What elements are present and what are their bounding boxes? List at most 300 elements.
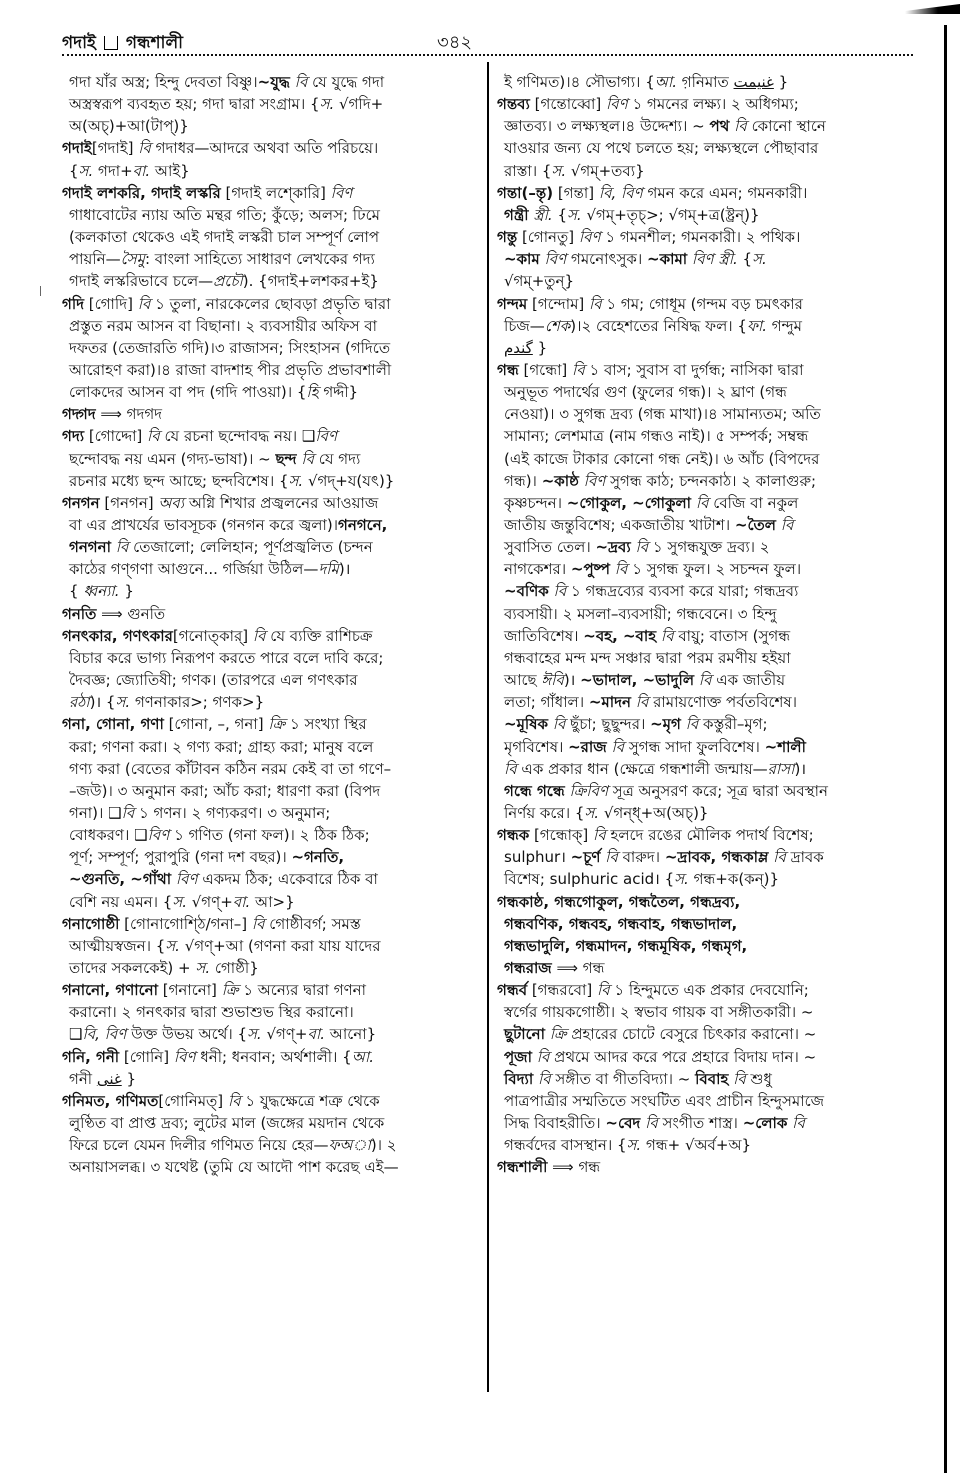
grammar-label: বি [137, 294, 151, 313]
grammar-label: ফা. [746, 316, 768, 335]
grammar-label: বিণ [539, 250, 567, 269]
definition-text: অস্ত্রস্বরূপ ব্যবহৃত হয়; গদা দ্বারা সংগ্রাম। { [69, 95, 320, 114]
grammar-label: বি [768, 848, 786, 867]
entry-line [497, 580, 798, 602]
definition-text: )। [563, 671, 581, 690]
entry-line [62, 580, 134, 602]
definition-text: লতা; গাঁধাল। [504, 693, 589, 712]
definition-text: ই গণিমত)।৪ সৌভাগ্য। { [504, 73, 655, 91]
grammar-label: বি [630, 693, 649, 712]
arabic-script: غنيمت [733, 73, 774, 91]
entry-line [62, 1001, 354, 1023]
entry-line [62, 160, 190, 182]
definition-text: ). {গদাই+লশকর+ই} [242, 272, 379, 291]
grammar-label: আ. [351, 1047, 374, 1066]
definition-text: ⟹ গদগদ [95, 405, 163, 424]
definition-text: (এই কাজে টাকার কোনো গন্ধ নেই)। ৬ আঁচ (বিপদের [504, 449, 820, 468]
definition-text: } [532, 338, 548, 357]
grammar-label: বি [630, 538, 649, 557]
grammar-label: বি [589, 294, 602, 313]
entry-line [62, 204, 380, 226]
headword: গন্দম [497, 294, 528, 313]
grammar-label: বিণ [173, 1047, 196, 1066]
definition-text: কাঠের গণ্গণা আগুনে... গর্জিয়া উঠিল— [69, 560, 319, 579]
definition-text: প্রস্তুত নরম আসন বা বিছানা। ২ ব্যবসায়ীর অফিস বা [69, 316, 378, 335]
entry-line [497, 1046, 816, 1068]
grammar-label: বিণ স্ত্রী. [687, 250, 738, 269]
definition-text: [গনগন] [99, 493, 159, 512]
definition-text: পূর্ণ; সম্পূর্ণ; পুরাপুরি (গনা দশ বছর)। [69, 848, 292, 867]
definition-text: প্রহারের চোটে বেসুরে চিৎকার করানো। ~ [566, 1025, 817, 1044]
entry-line [497, 536, 770, 558]
grammar-label: স. [626, 1136, 642, 1155]
definition-text: রাস্তা। { [504, 161, 552, 180]
headword: ~রাজ [568, 737, 607, 756]
definition-text: গ়নিমাত [677, 73, 734, 91]
entry-line [62, 669, 357, 691]
entry-head-line [497, 891, 740, 913]
definition-text: গন্ধ+ √অর্ব+অ} [641, 1136, 752, 1155]
grammar-label: স. [115, 693, 131, 712]
entry-line [497, 558, 801, 580]
definition-text: গদ্দী} [318, 383, 359, 402]
entry-line [497, 514, 793, 536]
definition-text: [গোনাগোশ্ঠি/গনা–] [119, 914, 252, 933]
definition-text: বেশি নয় এমন। { [69, 892, 173, 911]
headword: ছুটানো [504, 1025, 545, 1044]
definition-text: [গন্ধোক্] [529, 826, 594, 845]
headword: গনানো, গণানো [62, 981, 158, 1000]
definition-text: { [69, 161, 79, 180]
entry-head-line [62, 492, 378, 514]
entry-line [62, 846, 344, 868]
entry-head-line [497, 824, 814, 846]
entry-line [497, 758, 806, 780]
definition-text: গণ্য করা (বেতের কাঁটাবন কঠিন নরম কেই বা তা গণে– [69, 759, 392, 778]
grammar-label: বি [694, 671, 712, 690]
headword: গনৎকার, গণৎকার [62, 626, 173, 645]
definition-text: [গোনি] [119, 1047, 174, 1066]
definition-text: } [121, 1069, 137, 1088]
headword: ~দ্রাবক, গন্ধকাম্ল [664, 848, 769, 867]
definition-text: কস্তুরী–মৃগ; [698, 715, 768, 734]
definition-text: [গদাই] [91, 139, 139, 158]
definition-text: তেজালো; লেলিহান; পূর্ণপ্রজ্বলিত (চন্দন [128, 538, 373, 557]
headword: গনগন [62, 493, 100, 512]
definition-text: ১ সংখ্যা স্থির [285, 715, 367, 734]
grammar-label: ক্রি [221, 981, 239, 1000]
entry-line [62, 1023, 376, 1045]
definition-text: সূত্র অনুসরণ করে; সূত্র দ্বারা অবস্থান [608, 781, 828, 800]
definition-text: [গোদ্দো] [84, 427, 148, 446]
entry-head-line [62, 603, 165, 625]
entry-head-line [62, 979, 366, 1001]
headword: গন্ধক [497, 826, 530, 845]
headword: বিবাহ [695, 1069, 729, 1088]
entry-head-line [62, 1046, 374, 1068]
entry-head-line [497, 1156, 600, 1178]
definition-text: ১ অন্যের দ্বারা গণনা [238, 981, 366, 1000]
grammar-label: সৈমু [120, 250, 145, 269]
grammar-label: দমি [318, 560, 339, 579]
definition-text: যাওয়ার জন্য যে পথে চলতে হয়; লক্ষ্যস্থলে পৌছাবার [504, 139, 819, 158]
entry-head-line [62, 713, 367, 735]
headword: পথ [709, 117, 730, 136]
headword: ~কাষ্ঠ [541, 471, 579, 490]
definition-text: যে ব্যক্তি রাশিচক্র [265, 626, 373, 645]
headword: গদ্য [62, 427, 85, 446]
headword: ছন্দ [275, 449, 297, 468]
entry-line [62, 935, 380, 957]
definition-text: [গনোত্কার্] [172, 626, 253, 645]
headword: গন্ধ [497, 360, 519, 379]
grammar-label: বি [606, 737, 625, 756]
definition-text: নাগকেশর। [504, 560, 571, 579]
definition-text: √গণ্+ [261, 1025, 308, 1044]
headword: ~যুদ্ধ [257, 73, 290, 91]
definition-text: ১ যুদ্ধক্ষেত্রে শত্রু থেকে [240, 1091, 380, 1110]
definition-text: ১ গম; গোধূম (গন্দম বড় চমৎকার [601, 294, 803, 313]
scan-corner-mark [905, 4, 960, 14]
definition-text: sulphur। [504, 848, 571, 867]
grammar-label: বি [775, 516, 794, 534]
entry-line [497, 736, 806, 758]
entry-line [62, 1068, 136, 1090]
entry-head-line [497, 226, 800, 248]
entry-head-line [62, 1090, 380, 1112]
definition-text: √গম্+তৃচ্>; √গম্+ত্র(ষ্ট্রন্)} [581, 205, 760, 224]
entry-line [62, 115, 189, 137]
grammar-label: বি [656, 626, 674, 645]
definition-text: কোনো স্থানে [746, 117, 826, 136]
definition-text: [গন্তা] [553, 183, 599, 202]
grammar-label: বি [572, 360, 585, 379]
entry-line [497, 1112, 805, 1134]
definition-text: গাধাবোটের ন্যায় অতি মন্থর গতি; কুঁড়ে; অলস; ঢিমে [69, 205, 380, 224]
entry-line [497, 935, 747, 957]
header-rule [62, 54, 913, 56]
definition-text: ব্যবসায়ী। ২ মসলা–ব্যবসায়ী; গন্ধবেনে। ৩ হিন্দু [504, 604, 777, 623]
entry-line [497, 137, 818, 159]
grammar-label: বা. [132, 161, 151, 180]
grammar-label: বি [600, 848, 618, 867]
grammar-label: আ. [654, 73, 677, 91]
definition-text: সিদ্ধ বিবাহরীতি। [504, 1114, 606, 1133]
definition-text: { [552, 205, 568, 224]
grammar-label: বি, বিণ [598, 183, 643, 202]
entry-head-line [62, 913, 361, 935]
grammar-label: ক্রি [268, 715, 286, 734]
definition-text: ❑ [69, 1025, 83, 1044]
definition-text: { [737, 250, 753, 269]
entry-line [497, 425, 808, 447]
grammar-label: স. [172, 892, 187, 911]
grammar-label: স. [195, 959, 211, 977]
entry-line [62, 226, 379, 248]
definition-text: জ্ঞাতব্য। ৩ লক্ষ্যস্থল।৪ উদ্দেশ্য। ~ [504, 117, 710, 136]
entry-line [62, 891, 295, 913]
grammar-label: বি [296, 449, 314, 468]
grammar-label: রঠা [69, 693, 90, 712]
definition-text: যে রচনা ছন্দোবদ্ধ নয়। ❑ [159, 427, 316, 446]
entry-head-line [497, 293, 803, 315]
grammar-label: বি [593, 826, 606, 845]
definition-text: গন্ধর্বদের বাসস্থান। { [504, 1136, 627, 1155]
headword: গন্তু [497, 228, 518, 247]
definition-text: { [69, 582, 84, 601]
headword: গন্ধকাষ্ঠ, গন্ধগোকুল, গন্ধতৈল, গন্ধদ্রব্য, [497, 892, 741, 911]
entry-head-line [497, 182, 807, 204]
headword: গন্তব্য [497, 95, 530, 114]
grammar-label: বি [640, 1114, 658, 1133]
entry-line [497, 204, 760, 226]
headword: গনাগোষ্ঠী [62, 914, 120, 933]
grammar-label: বি [251, 914, 265, 933]
definition-text: রচনার মধ্যে ছন্দ আছে; ছন্দবিশেষ। { [69, 471, 289, 490]
grammar-label: বি [597, 981, 610, 1000]
grammar-label: বি [289, 73, 308, 91]
headword: ~গনতি, [291, 848, 345, 867]
entry-line [497, 448, 819, 470]
definition-text: )। { [89, 693, 116, 712]
grammar-label: বিণ [330, 183, 353, 202]
entry-line [497, 1090, 824, 1112]
definition-text: একদম ঠিক; একেবারে ঠিক বা [197, 870, 378, 889]
grammar-label: বিণ [578, 228, 601, 247]
definition-text: পাত্রপাত্রীর সম্মতিতে সংঘটিত এবং প্রাচীন হিন্দুসমাজে [504, 1091, 825, 1110]
entry-line [497, 603, 777, 625]
entry-line [497, 337, 547, 359]
entry-line [62, 381, 358, 403]
headword: ~মাদন [588, 693, 631, 712]
definition-text: √গদ্+য(যৎ)} [303, 471, 395, 490]
entry-head-line [497, 979, 809, 1001]
definition-text: গদাধর—আদরে অথবা অতি পরিচয়ে। [150, 139, 379, 158]
definition-text: পায়নি— [69, 250, 121, 269]
grammar-label: রাসা [767, 759, 795, 778]
definition-text: গন্ধ)। [504, 471, 542, 490]
entry-line [62, 691, 264, 713]
definition-text: আছে [504, 671, 542, 690]
definition-text: গদা যাঁর অস্ত্র; হিন্দু দেবতা বিষ্ণু। [69, 73, 258, 91]
grammar-label: বিণ [147, 826, 170, 845]
guide-word-last: গন্ধশালী [125, 33, 183, 53]
entry-line [497, 470, 816, 492]
headword: পূজা [504, 1047, 532, 1066]
grammar-label: স. [551, 161, 567, 180]
entry-line [62, 780, 380, 802]
headword: গদি [62, 294, 85, 313]
entry-head-line [62, 293, 390, 315]
definition-text: দ্রাবক [785, 848, 824, 867]
headword: গনা, গোনা, গণা [62, 715, 164, 734]
grammar-label: বি [252, 626, 266, 645]
definition-text: বারুদ। [617, 848, 665, 867]
definition-text: : বাংলা সাহিত্যে সাধারণ লেখকের গদ্য [144, 250, 375, 269]
grammar-label: ঈবি [541, 671, 564, 690]
definition-text: উক্ত উভয় অর্থে। { [126, 1025, 248, 1044]
definition-text: আ>} [250, 892, 295, 911]
definition-text: আরোহণ করা)।৪ রাজা বাদশাহ পীর প্রভৃতি প্রভাবশালী [69, 360, 392, 379]
definition-text: গমন করে এমন; গমনকারী। [642, 183, 808, 202]
entry-line [497, 1134, 751, 1156]
definition-text: দৈবজ্ঞ; জ্যোতিষী; গণক। (তারপরে এল গণৎকার [69, 671, 358, 690]
grammar-label: ফঅা [328, 1136, 371, 1155]
definition-text: )।২ বেহেশতের নিষিদ্ধ ফল। { [570, 316, 747, 335]
grammar-label: বি [147, 427, 160, 446]
headword: বিদ্যা [504, 1069, 534, 1088]
definition-text: স্বর্গের গায়কগোষ্ঠী। ২ স্বভাব গায়ক বা সঙ্গীতকারী। ~ [504, 1003, 814, 1022]
entry-line [62, 558, 350, 580]
definition-text: ⟹ গুনতি [96, 604, 166, 623]
grammar-label: বি [110, 538, 129, 557]
definition-text: করা; গণনা করা। ২ গণ্য করা; গ্রাহ্য করা; মানুষ বলে [69, 737, 374, 756]
definition-text: [গোনা, –, গনা] [163, 715, 269, 734]
headword: ~বহ, ~বাহ [583, 626, 657, 645]
headword: ~শালী [764, 737, 806, 756]
headword: গনিমত, গণিমত [62, 1091, 159, 1110]
definition-text: বিশেষ; sulphuric acid। { [504, 870, 675, 889]
definition-text: } [773, 73, 789, 91]
definition-text: } [119, 582, 134, 601]
definition-text: হলদে রঙের মৌলিক পদার্থ বিশেষ; [605, 826, 814, 845]
definition-text: রামায়ণোক্ত পর্বতবিশেষ। [648, 693, 798, 712]
headword: গন্ধশালী [497, 1158, 548, 1177]
page-edge-line [944, 25, 947, 1473]
entry-line [497, 315, 802, 337]
grammar-label: বি [610, 560, 628, 579]
grammar-label: বি [729, 117, 747, 136]
definition-text: এক প্রকার ধান (ক্ষেত্রে গন্ধশালী জন্মায়— [516, 759, 768, 778]
entry-line [497, 957, 604, 979]
definition-text: ছন্দোবদ্ধ নয় এমন (গদ্য-ভাষা)। ~ [69, 449, 276, 468]
definition-text: অনায়াসলব্ধ। ৩ যথেষ্ট (তুমি যে আদৌ পাশ করেছ এই— [69, 1158, 399, 1177]
definition-text: [গনানো] [157, 981, 222, 1000]
grammar-label: স. [752, 250, 767, 269]
definition-text: (কলকাতা থেকেও এই গদাই লস্করী চাল সম্পূর্ণ লোপ [69, 228, 380, 247]
definition-text: [গন্তোব্বো] [529, 95, 607, 114]
entry-head-line [62, 625, 372, 647]
grammar-label: বি, বিণ [82, 1025, 127, 1044]
definition-text: বোধকরণ। ❑ [69, 826, 148, 845]
entry-line [62, 758, 391, 780]
definition-text: শুধু [745, 1069, 772, 1088]
definition-text: গনা)। ❑ [69, 803, 122, 822]
scan-mark [40, 286, 41, 296]
headword: গদাই [62, 139, 92, 158]
definition-text: )। ২ [370, 1136, 397, 1155]
grammar-label: বি [680, 715, 699, 734]
grammar-label: বি [691, 493, 709, 512]
definition-text: ১ সুগন্ধযুক্ত দ্রব্য। ২ [648, 538, 770, 557]
definition-text: গোষ্ঠী} [210, 959, 259, 977]
headword: গনি, গনী [62, 1047, 120, 1066]
entry-line [62, 536, 373, 558]
definition-text: ⟹ গন্ধ [551, 959, 605, 977]
definition-text: চিজ— [504, 316, 545, 335]
headword: গনগনে, [338, 516, 388, 534]
definition-text: অ(অচ্)+আ(টাপ্)} [69, 117, 189, 136]
entry-line [62, 824, 370, 846]
grammar-label: স্ত্রী. [528, 205, 553, 224]
entry-head-line [62, 137, 378, 159]
entry-line [62, 359, 391, 381]
definition-text: প্রথমে আদর করে পরে প্রহারে বিদায় দান। ~ [549, 1047, 817, 1066]
headword: গন্ধরাজ [504, 959, 552, 977]
entry-line [62, 71, 384, 93]
headword: গন্ধভাদুলি, গন্ধমাদন, গন্ধমূষিক, গন্ধমৃগ, [504, 936, 748, 955]
grammar-label: স. [584, 803, 600, 822]
grammar-label: স. [247, 1025, 262, 1044]
headword: ~তৈল [734, 516, 776, 534]
definition-text: ১ সুগন্ধ ফুল। ২ সচন্দন ফুল। [627, 560, 802, 579]
column-divider [487, 62, 489, 1392]
headword: ~মৃগ [650, 715, 681, 734]
definition-text: ১ গণন। ২ গণ্যকরণ। ৩ অনুমান; [134, 803, 331, 822]
grammar-label: বি [728, 1069, 746, 1088]
grammar-label: স. [567, 205, 582, 224]
grammar-label: ক্রি [544, 1025, 567, 1044]
headword: গন্ধবণিক, গন্ধবহ, গন্ধবাহ, গন্ধভাদাল, [504, 914, 738, 933]
definition-text: বেজি বা নকুল [708, 493, 799, 512]
grammar-label: বিণ [578, 471, 606, 490]
definition-text: [গন্ধো] [518, 360, 573, 379]
entry-head-line [62, 182, 352, 204]
definition-text: ১ গমনশীল; গমনকারী। ২ পথিক। [600, 228, 801, 247]
definition-text: বিচার করে ভাগ্য নিরূপণ করতে পারে বলে দাবি করে; [69, 648, 384, 667]
entry-line [497, 381, 787, 403]
headword: ~কামা [647, 250, 688, 269]
entry-line [497, 115, 826, 137]
entry-line [497, 403, 821, 425]
definition-text: [গোনতু] [517, 228, 579, 247]
entry-line [497, 1023, 816, 1045]
entry-line [62, 248, 375, 270]
definition-text: ধনী; ধনবান; অর্থশালী। { [195, 1047, 352, 1066]
grammar-label: বি [533, 1069, 551, 1088]
definition-text: √গণ্+ [186, 892, 233, 911]
definition-text: সঙ্গীত বা গীতবিদ্যা। ~ [550, 1069, 696, 1088]
definition-text: ১ গন্ধদ্রব্যের ব্যবসা করে যারা; গন্ধদ্রব্য [566, 582, 799, 601]
definition-text: [গোদি] [84, 294, 138, 313]
definition-text: গদা+ [93, 161, 133, 180]
entry-line [62, 802, 330, 824]
separator-box-icon [104, 36, 118, 50]
entry-line [62, 448, 360, 470]
definition-text: সুগন্ধ সাদা ফুলবিশেষ। [624, 737, 765, 756]
grammar-label: স. [165, 936, 180, 955]
definition-text: ১ বাস; সুবাস বা দুর্গন্ধ; নাসিকা দ্বারা [584, 360, 804, 379]
definition-text: √গম্+তুন্} [504, 272, 575, 291]
definition-text: গদাই লস্করিভাবে চলে— [69, 272, 214, 291]
definition-text: গন্ধবাহের মন্দ মন্দ সঞ্চার দ্বারা পরম রমণীয় হইয়া [504, 648, 791, 667]
definition-text: সামান্য; লেশমাত্র (নাম গন্ধও নাই)। ৫ সম্পর্ক; সম্বন্ধ [504, 427, 809, 446]
definition-text: লোকদের আসন বা পদ (গদি পাওয়া)। { [69, 383, 307, 402]
entry-line [497, 713, 768, 735]
grammar-label: বিণ [315, 427, 338, 446]
definition-text: যে যুদ্ধে গদা [307, 73, 385, 91]
grammar-label: স. [674, 870, 689, 889]
headword: ~চূর্ণ [570, 848, 601, 867]
grammar-label: হি [306, 383, 319, 402]
grammar-label: শেক [544, 316, 571, 335]
definition-text: করানো। ২ গনৎকার দ্বারা শুভাশুভ স্থির করানো। [69, 1003, 354, 1022]
entry-line [62, 957, 259, 979]
definition-text: ১ গমনের লক্ষ্য। ২ অধিগম্য; [627, 95, 799, 114]
headword: ~পুষ্প [570, 560, 610, 579]
definition-text: মৃগবিশেষ। [504, 737, 569, 756]
definition-text: গনী [69, 1069, 97, 1088]
